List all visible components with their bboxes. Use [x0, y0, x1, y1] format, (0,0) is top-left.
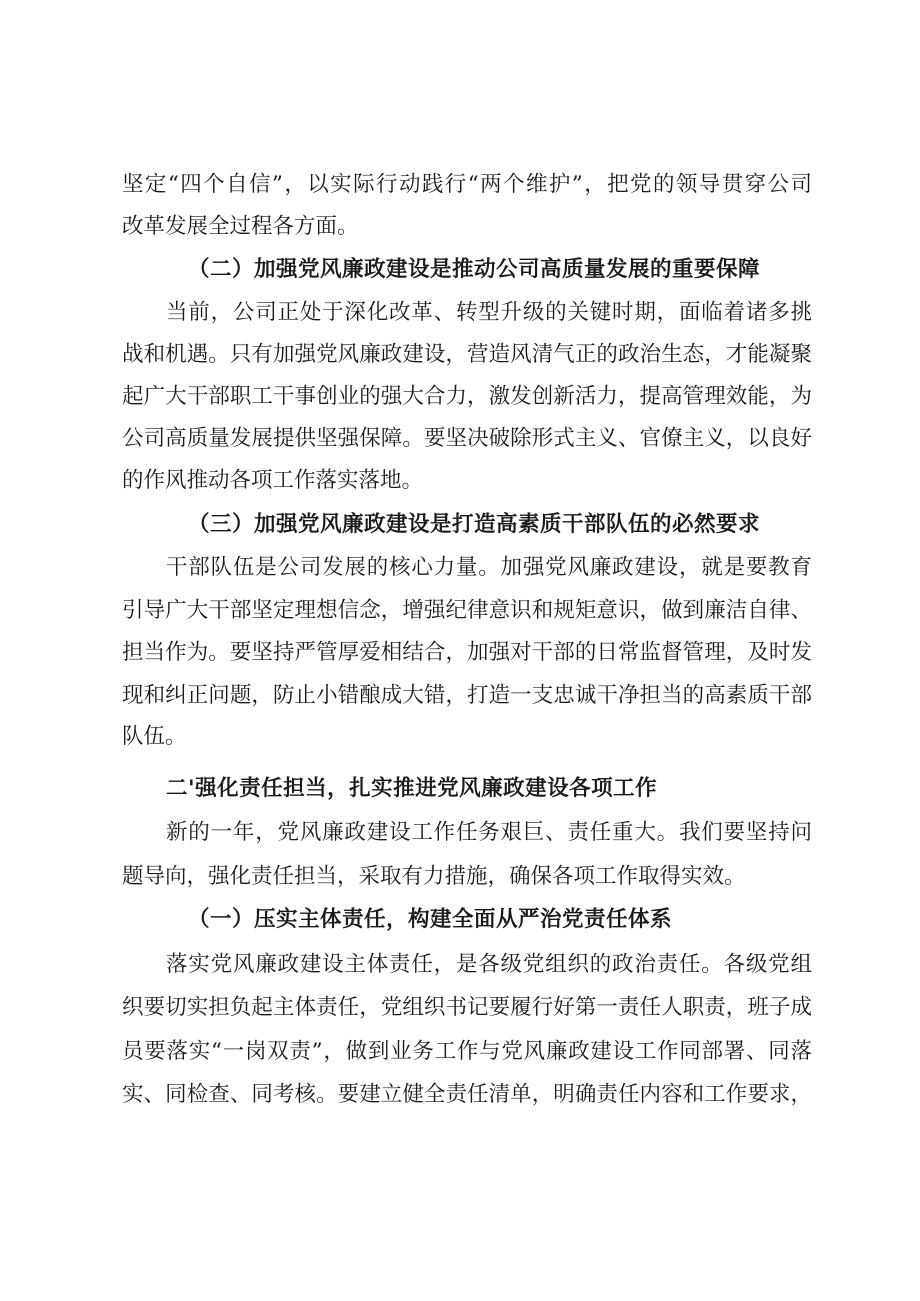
- paragraph-line: 落实党风廉政建设主体责任，是各级党组织的政治责任。各级党组: [166, 952, 812, 977]
- paragraph-line: 员要落实“一岗双责”，做到业务工作与党风廉政建设工作同部署、同落: [122, 1039, 812, 1064]
- section-heading: （二）加强党风廉政建设是推动公司高质量发展的重要保障: [188, 257, 761, 282]
- paragraph-line: 公司高质量发展提供坚强保障。要坚决破除形式主义、官僚主义，以良好: [122, 426, 812, 451]
- paragraph-line: 担当作为。要坚持严管厚爱相结合，加强对干部的日常监督管理，及时发: [122, 640, 812, 665]
- paragraph-line: 坚定“四个自信”，以实际行动践行“两个维护”，把党的领导贯穿公司: [122, 172, 812, 197]
- section-heading: 二'强化责任担当，扎实推进党风廉政建设各项工作: [166, 776, 658, 801]
- paragraph-line: 题导向，强化责任担当，采取有力措施，确保各项工作取得实效。: [122, 864, 746, 889]
- paragraph-line: 的作风推动各项工作落实落地。: [122, 468, 424, 493]
- paragraph-line: 织要切实担负起主体责任，党组织书记要履行好第一责任人职责，班子成: [122, 995, 812, 1020]
- paragraph-line: 队伍。: [122, 724, 187, 749]
- paragraph-line: 起广大干部职工干事创业的强大合力，激发创新活力，提高管理效能，为: [122, 384, 812, 409]
- paragraph-line: 新的一年，党风廉政建设工作任务艰巨、责任重大。我们要坚持问: [166, 820, 812, 845]
- paragraph-line: 改革发展全过程各方面。: [122, 214, 359, 239]
- paragraph-line: 现和纠正问题，防止小错酿成大错，打造一支忠诚干净担当的高素质干部: [122, 683, 812, 708]
- paragraph-line: 引导广大干部坚定理想信念，增强纪律意识和规矩意识，做到廉洁自律、: [122, 598, 812, 623]
- section-heading: （一）压实主体责任，构建全面从严治党责任体系: [188, 907, 673, 932]
- paragraph-line: 实、同检查、同考核。要建立健全责任清单，明确责任内容和工作要求，: [122, 1082, 812, 1107]
- paragraph-line: 当前，公司正处于深化改革、转型升级的关键时期，面临着诸多挑: [166, 300, 812, 325]
- section-heading: （三）加强党风廉政建设是打造高素质干部队伍的必然要求: [188, 512, 761, 537]
- paragraph-line: 干部队伍是公司发展的核心力量。加强党风廉政建设，就是要教育: [166, 555, 812, 580]
- paragraph-line: 战和机遇。只有加强党风廉政建设，营造风清气正的政治生态，才能凝聚: [122, 342, 812, 367]
